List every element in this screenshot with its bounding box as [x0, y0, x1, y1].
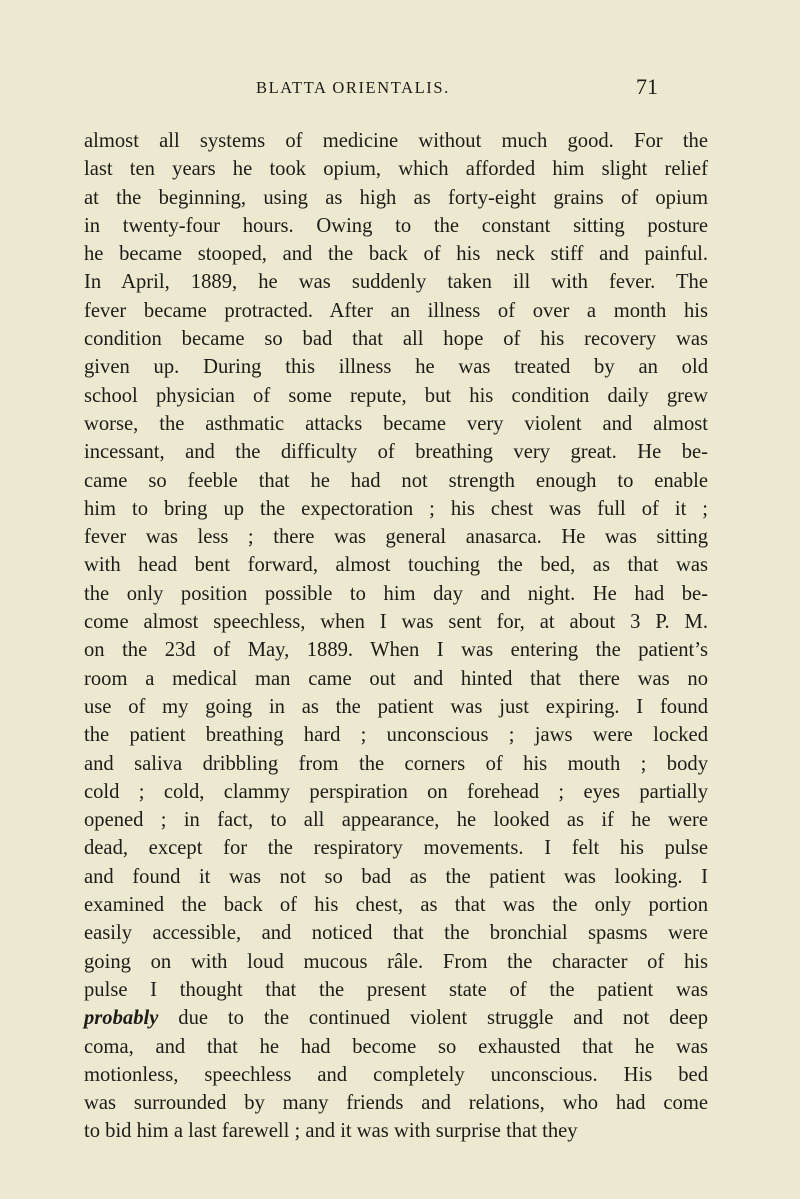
text-line: with head bent forward, almost touching the bed, as that was [84, 554, 708, 577]
text-line: fever was less ; there was general anasarca. He was sitting [84, 526, 708, 549]
text-line: In April, 1889, he was suddenly taken ill with fever. The [84, 271, 708, 294]
text-line: him to bring up the expectoration ; his chest was full of it ; [84, 497, 708, 520]
text-line: and found it was not so bad as the patient was looking. I [84, 865, 708, 888]
text-line: he became stooped, and the back of his neck stiff and painful. [84, 243, 708, 266]
text-line-rest: due to the continued violent struggle and not deep [178, 1007, 709, 1030]
text-line: last ten years he took opium, which afforded him slight relief [84, 158, 708, 181]
text-line: fever became protracted. After an illness of over a month his [84, 299, 708, 322]
text-line: coma, and that he had become so exhausted that he was [84, 1035, 708, 1058]
text-line: on the 23d of May, 1889. When I was entering the patient’s [84, 639, 708, 662]
text-line: come almost speechless, when I was sent for, at about 3 P. M. [84, 611, 708, 634]
text-line: at the beginning, using as high as forty-eight grains of opium [84, 186, 708, 209]
text-line: cold ; cold, clammy perspiration on forehead ; eyes partially [84, 780, 708, 803]
text-line: motionless, speechless and completely unconscious. His bed [84, 1063, 708, 1086]
text-line: pulse I thought that the present state of the patient was [84, 978, 708, 1001]
text-line: easily accessible, and noticed that the bronchial spasms were [84, 922, 708, 945]
page-number: 71 [636, 74, 658, 99]
text-line: was surrounded by many friends and relations, who had come [84, 1092, 708, 1115]
text-line: and saliva dribbling from the corners of his mouth ; body [84, 752, 708, 775]
text-line: examined the back of his chest, as that was the only portion [84, 894, 708, 917]
emphasized-word: probably [84, 1007, 159, 1030]
text-line: the patient breathing hard ; unconscious ; jaws were locked [84, 724, 708, 747]
text-line: room a medical man came out and hinted that there was no [84, 667, 708, 690]
text-line: given up. During this illness he was treated by an old [84, 356, 708, 379]
text-line: in twenty-four hours. Owing to the constant sitting posture [84, 214, 708, 237]
text-line: incessant, and the difficulty of breathing very great. He be- [84, 441, 708, 464]
text-line: school physician of some repute, but his condition daily grew [84, 384, 708, 407]
text-line: condition became so bad that all hope of his recovery was [84, 328, 708, 351]
text-line: opened ; in fact, to all appearance, he looked as if he were [84, 809, 708, 832]
text-line: going on with loud mucous râle. From the character of his [84, 950, 708, 973]
text-line: worse, the asthmatic attacks became very violent and almost [84, 412, 708, 435]
text-line: almost all systems of medicine without much good. For the [84, 130, 708, 152]
running-head: BLATTA ORIENTALIS. [256, 78, 450, 97]
text-line: to bid him a last farewell ; and it was with surprise that they [84, 1120, 578, 1143]
body-text [84, 127, 708, 1146]
text-line: use of my going in as the patient was just expiring. I found [84, 695, 708, 718]
text-line-with-emphasis [84, 1004, 708, 1032]
text-line: the only position possible to him day and night. He had be- [84, 582, 708, 605]
text-line: dead, except for the respiratory movements. I felt his pulse [84, 837, 708, 860]
text-line: came so feeble that he had not strength enough to enable [84, 469, 708, 492]
